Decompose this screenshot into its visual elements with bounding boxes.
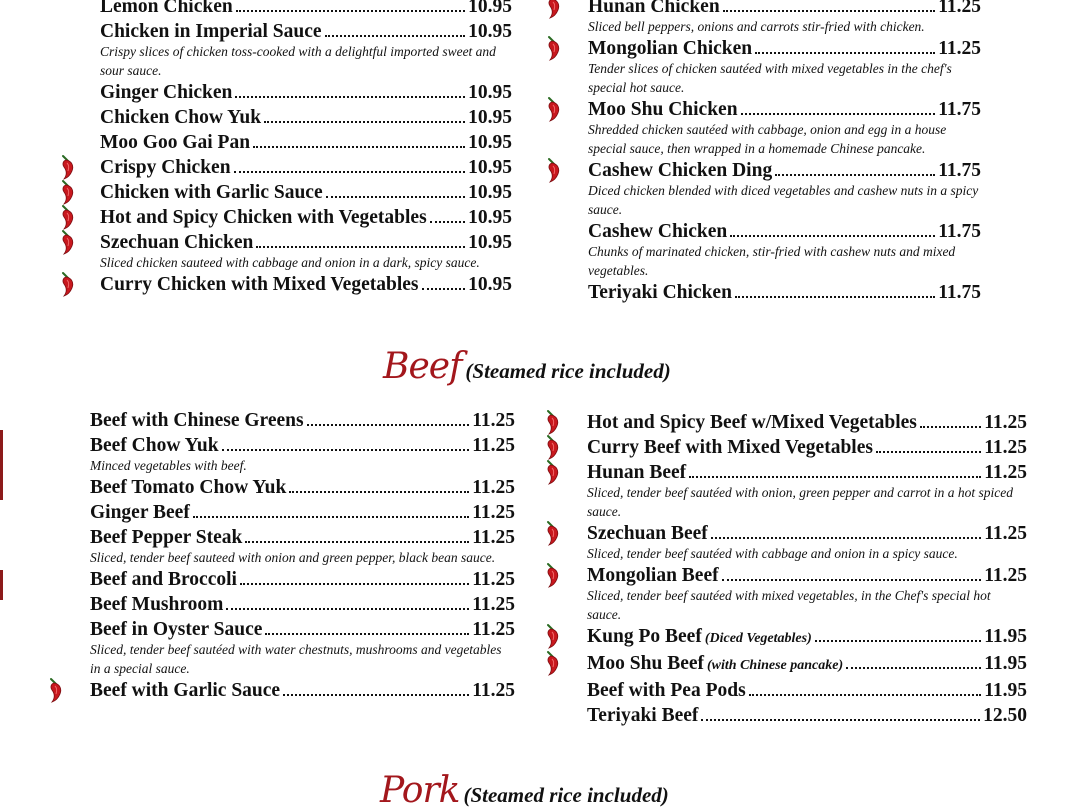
menu-item [90,567,515,592]
menu-item-note: (Diced Vegetables) [704,631,812,646]
chili-pepper-icon [544,35,562,61]
menu-item-row [588,219,981,244]
menu-item-price: 11.25 [472,594,515,615]
menu-item-price: 11.95 [984,626,1027,647]
dot-leader [265,633,469,635]
menu-item-row [588,158,981,183]
dot-leader [256,246,465,248]
menu-item-name: Beef Tomato Chow Yuk [90,477,287,498]
menu-item-row [100,130,512,155]
dot-leader [245,541,469,543]
menu-item-description: Sliced, tender beef sautéed with cabbage and onion in a spicy sauce. [587,546,958,561]
menu-item-price: 11.25 [984,437,1027,458]
menu-item-price: 11.25 [984,462,1027,483]
menu-item [587,703,1027,728]
menu-item [587,651,1027,678]
menu-item-row [587,435,1027,460]
chili-pepper-icon [58,229,76,255]
menu-item-name: Beef with Garlic Sauce [90,680,281,701]
menu-item-price: 11.75 [938,282,981,303]
menu-item [587,410,1027,435]
chili-pepper-icon [58,204,76,230]
dot-leader [711,537,981,539]
dot-leader [741,113,936,115]
menu-item-price: 10.95 [468,132,512,153]
menu-item [587,624,1027,651]
menu-item-row [90,408,515,433]
menu-item [587,563,1027,624]
menu-item [100,272,512,297]
menu-item-name: Beef and Broccoli [90,569,237,590]
menu-item-name: Cashew Chicken [588,221,728,242]
menu-item-name: Chicken Chow Yuk [100,107,262,128]
menu-item-price: 11.25 [472,569,515,590]
menu-item-name: Chicken with Garlic Sauce [100,182,323,203]
menu-item-name: Hot and Spicy Chicken with Vegetables [100,207,427,228]
menu-item-price: 11.95 [984,680,1027,701]
dot-leader [735,296,935,298]
menu-item [90,475,515,500]
menu-item [90,525,515,567]
menu-item-name: Curry Beef with Mixed Vegetables [587,437,873,458]
dot-leader [722,579,982,581]
dot-leader [815,640,981,642]
menu-item-row [90,525,515,550]
menu-item-name: Beef with Chinese Greens [90,410,304,431]
menu-item-row [588,36,981,61]
menu-item-row [100,180,512,205]
dot-leader [920,426,981,428]
menu-item-name: Mongolian Beef [587,565,719,586]
menu-item-price: 11.75 [938,99,981,120]
menu-item-name: Hunan Chicken [588,0,720,17]
chili-pepper-icon [543,562,561,588]
menu-item [90,433,515,475]
beef-list-left [90,408,515,703]
menu-item-name: Lemon Chicken [100,0,233,17]
menu-item-name: Mongolian Chicken [588,38,753,59]
menu-item-name: Beef with Pea Pods [587,680,746,701]
dot-leader [755,52,935,54]
menu-item-row [100,230,512,255]
dot-leader [307,424,470,426]
dot-leader [283,694,469,696]
menu-item-name: Moo Shu Chicken [588,99,738,120]
menu-item [100,0,512,19]
menu-item-price: 11.25 [984,565,1027,586]
chili-pepper-icon [543,623,561,649]
menu-item-name: Beef Chow Yuk [90,435,219,456]
chili-pepper-icon [543,434,561,460]
menu-item [90,592,515,617]
dot-leader [222,449,470,451]
menu-item-row [587,521,1027,546]
menu-item-row [90,500,515,525]
menu-item-description: Sliced, tender beef sautéed with mixed vegetables, in the Chef's special hot sauce. [587,588,991,622]
menu-item-row [100,205,512,230]
menu-item [90,678,515,703]
menu-item-price: 11.25 [472,680,515,701]
menu-item-row [587,703,1027,728]
menu-item [588,219,981,280]
dot-leader [253,146,465,148]
menu-item-description: Sliced bell peppers, onions and carrots stir-fried with chicken. [588,19,925,34]
menu-item [588,280,981,305]
pork-section-title: Pork [380,770,460,811]
pork-section-heading [380,770,669,811]
menu-item-price: 10.95 [468,157,512,178]
menu-item [588,0,981,36]
menu-item-row [587,460,1027,485]
menu-item-price: 10.95 [468,207,512,228]
menu-item-row [588,97,981,122]
chili-pepper-icon [544,96,562,122]
menu-item-row [90,592,515,617]
menu-item-name: Ginger Chicken [100,82,233,103]
pork-section-subtitle: (Steamed rice included) [463,783,669,807]
menu-item-name: Moo Goo Gai Pan [100,132,251,153]
menu-item-row [587,563,1027,588]
menu-item [100,230,512,272]
menu-item-price: 11.25 [984,523,1027,544]
menu-item [100,19,512,80]
menu-item [587,678,1027,703]
dot-leader [422,288,466,290]
menu-item-price: 11.25 [472,502,515,523]
menu-item [587,460,1027,521]
menu-item-row [587,624,1027,651]
menu-item-name: Crispy Chicken [100,157,231,178]
menu-item [100,205,512,230]
chili-pepper-icon [46,677,64,703]
menu-item-name: Hunan Beef [587,462,687,483]
menu-item-row [588,280,981,305]
dot-leader [325,35,466,37]
menu-item-row [100,155,512,180]
menu-item-name: Curry Chicken with Mixed Vegetables [100,274,419,295]
dot-leader [193,516,469,518]
menu-item [587,521,1027,563]
menu-item [100,180,512,205]
dot-leader [264,121,465,123]
menu-item-name: Ginger Beef [90,502,190,523]
menu-item-row [90,678,515,703]
beef-section-subtitle: (Steamed rice included) [465,359,671,383]
menu-item-price: 12.50 [983,705,1027,726]
menu-item-price: 11.25 [472,410,515,431]
menu-item-description: Sliced, tender beef sauteed with onion and green pepper, black bean sauce. [90,550,496,565]
dot-leader [289,491,469,493]
menu-item-description: Chunks of marinated chicken, stir-fried with cashew nuts and mixed vegetables. [588,244,956,278]
menu-item [100,80,512,105]
menu-item-name: Teriyaki Chicken [588,282,732,303]
menu-item-price: 11.25 [472,619,515,640]
menu-item-price: 10.95 [468,107,512,128]
menu-item [100,155,512,180]
menu-item [90,617,515,678]
menu-item-row [587,410,1027,435]
menu-item-price: 11.25 [938,38,981,59]
menu-item [100,130,512,155]
menu-item [587,435,1027,460]
menu-item-name: Beef Mushroom [90,594,224,615]
menu-item-price: 10.95 [468,21,512,42]
dot-leader [876,451,981,453]
menu-item [588,158,981,219]
dot-leader [430,221,465,223]
page-edge-mark [0,430,3,500]
menu-item-price: 11.25 [472,527,515,548]
menu-item-row [100,105,512,130]
chicken-list-right [588,0,981,305]
menu-item [90,408,515,433]
menu-item-row [587,678,1027,703]
menu-item-row [587,651,1027,678]
menu-item-description: Shredded chicken sautéed with cabbage, onion and egg in a house special sauce, then wrapped in a homemade Chinese pancake. [588,122,947,156]
menu-item-name: Szechuan Beef [587,523,708,544]
menu-item-price: 10.95 [468,274,512,295]
menu-item-price: 11.25 [472,477,515,498]
menu-item-description: Sliced, tender beef sautéed with onion, green pepper and carrot in a hot spiced sauce. [587,485,1014,519]
chili-pepper-icon [58,271,76,297]
menu-item-description: Sliced chicken sauteed with cabbage and onion in a dark, spicy sauce. [100,255,480,270]
menu-item-row [90,475,515,500]
chili-pepper-icon [58,154,76,180]
dot-leader [326,196,466,198]
menu-item-price: 11.25 [472,435,515,456]
menu-item-price: 10.95 [468,82,512,103]
menu-item-price: 11.95 [984,653,1027,674]
dot-leader [234,171,466,173]
chili-pepper-icon [544,157,562,183]
menu-item-note: (with Chinese pancake) [707,658,844,673]
menu-item-price: 11.75 [938,160,981,181]
menu-item-row [90,433,515,458]
menu-item [588,36,981,97]
menu-item-row [100,0,512,19]
chili-pepper-icon [543,409,561,435]
menu-item-name: Hot and Spicy Beef w/Mixed Vegetables [587,412,917,433]
chili-pepper-icon [58,179,76,205]
menu-item-name: Cashew Chicken Ding [588,160,773,181]
menu-item-name: Beef Pepper Steak [90,527,243,548]
chicken-list-left [100,0,512,297]
chili-pepper-icon [543,459,561,485]
menu-item [100,105,512,130]
dot-leader [846,667,981,669]
menu-item-row [90,617,515,642]
dot-leader [723,10,936,12]
dot-leader [730,235,935,237]
menu-item-name: Moo Shu Beef [587,653,704,674]
menu-item-description: Crispy slices of chicken toss-cooked with a delightful imported sweet and sour sauce. [100,44,496,78]
menu-item-description: Diced chicken blended with diced vegetables and cashew nuts in a spicy sauce. [588,183,979,217]
dot-leader [749,694,982,696]
dot-leader [775,174,935,176]
dot-leader [240,583,469,585]
menu-item-price: 11.25 [938,0,981,17]
menu-item-price: 11.25 [984,412,1027,433]
menu-item-row [100,80,512,105]
menu-item-description: Minced vegetables with beef. [90,458,247,473]
menu-item-price: 10.95 [468,0,512,17]
menu-item-row [90,567,515,592]
menu-item [588,97,981,158]
menu-item [90,500,515,525]
menu-item-name: Chicken in Imperial Sauce [100,21,322,42]
dot-leader [236,10,465,12]
chili-pepper-icon [543,520,561,546]
menu-item-price: 11.75 [938,221,981,242]
dot-leader [689,476,981,478]
beef-section-heading [383,346,671,387]
beef-list-right [587,410,1027,728]
menu-item-description: Tender slices of chicken sautéed with mixed vegetables in the chef's special hot sauce. [588,61,952,95]
beef-section-title: Beef [383,346,462,387]
page-edge-mark [0,570,3,600]
menu-item-name: Kung Po Beef [587,626,702,647]
chili-pepper-icon [544,0,562,19]
chili-pepper-icon [543,650,561,676]
menu-item-price: 10.95 [468,232,512,253]
menu-item-row [100,272,512,297]
menu-item-description: Sliced, tender beef sautéed with water chestnuts, mushrooms and vegetables in a special sauce. [90,642,502,676]
menu-item-name: Beef in Oyster Sauce [90,619,263,640]
menu-item-name: Szechuan Chicken [100,232,254,253]
menu-item-name: Teriyaki Beef [587,705,699,726]
dot-leader [226,608,469,610]
menu-item-price: 10.95 [468,182,512,203]
menu-item-row [100,19,512,44]
dot-leader [701,719,980,721]
dot-leader [235,96,465,98]
